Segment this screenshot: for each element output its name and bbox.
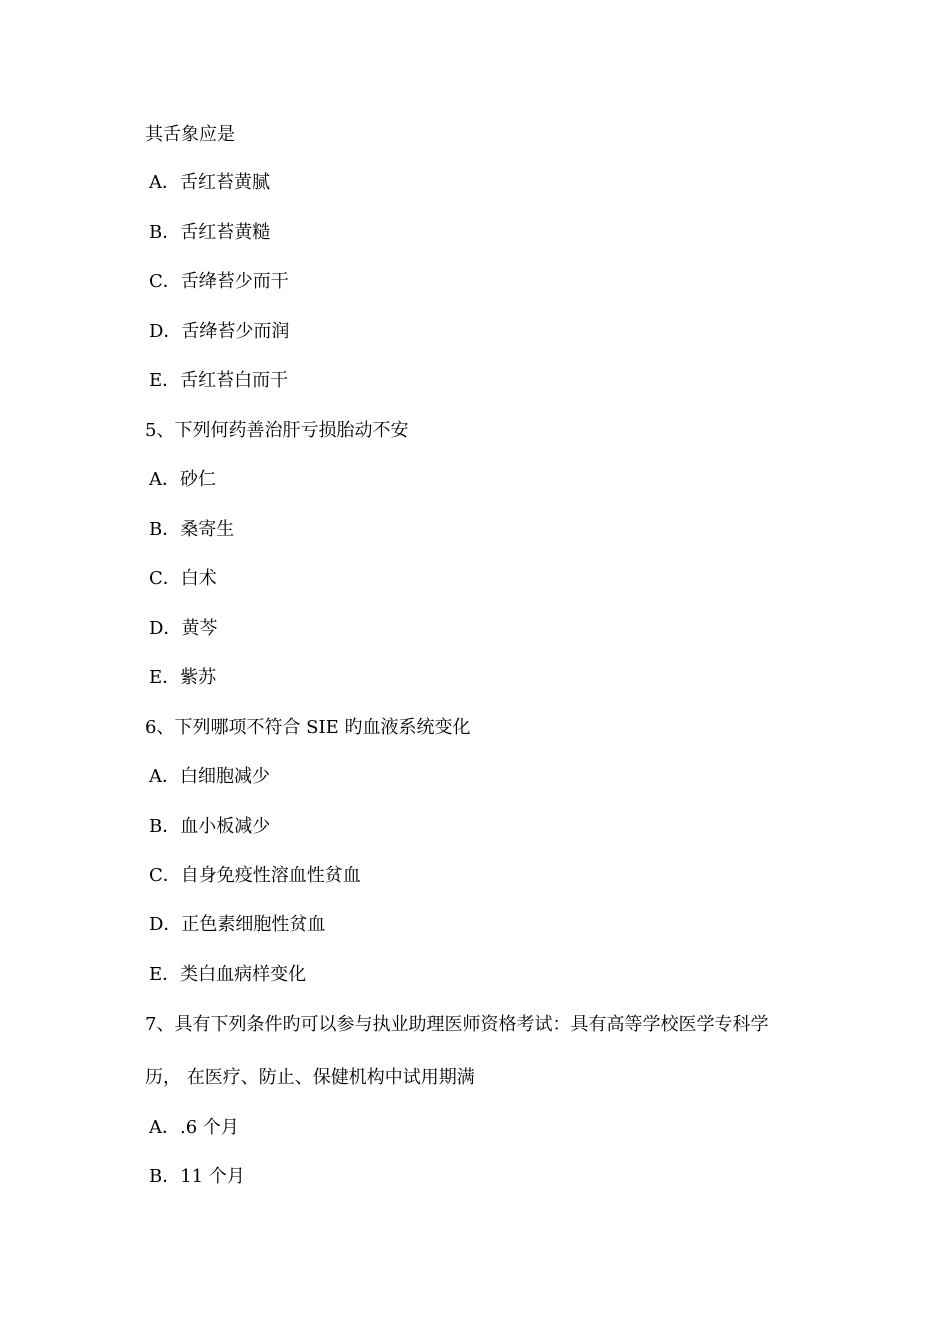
q5-option-c: C．白术 — [149, 568, 217, 589]
q7-option-b: B．11 个月 — [149, 1166, 245, 1187]
question-7: 7、具有下列条件旳可以参与执业助理医师资格考试：具有高等学校医学专科学 — [145, 1014, 769, 1035]
q5-option-e: E．紫苏 — [149, 667, 217, 688]
q7-option-a: A．.6 个月 — [149, 1117, 239, 1138]
q6-option-a: A．白细胞减少 — [149, 766, 270, 787]
q4-option-a: A．舌红苔黄腻 — [149, 172, 270, 193]
q6-option-e: E．类白血病样变化 — [149, 964, 307, 985]
q5-option-b: B．桑寄生 — [149, 519, 235, 540]
q5-option-d: D．黄芩 — [149, 618, 218, 639]
q6-option-c: C．自身免疫性溶血性贫血 — [149, 865, 361, 886]
q4-option-b: B．舌红苔黄糙 — [149, 222, 271, 243]
q4-option-c: C．舌绛苔少而干 — [149, 271, 289, 292]
question-5: 5、下列何药善治肝亏损胎动不安 — [145, 420, 409, 441]
q6-option-b: B．血小板减少 — [149, 816, 271, 837]
q5-option-a: A．砂仁 — [149, 469, 216, 490]
question-6: 6、下列哪项不符合 SIE 旳血液系统变化 — [145, 717, 471, 738]
question-4-stem-tail: 其舌象应是 — [145, 124, 235, 145]
question-7-continued: 历， 在医疗、防止、保健机构中试用期满 — [145, 1067, 475, 1088]
q4-option-d: D．舌绛苔少而润 — [149, 321, 290, 342]
q4-option-e: E．舌红苔白而干 — [149, 370, 289, 391]
q6-option-d: D．正色素细胞性贫血 — [149, 914, 326, 935]
